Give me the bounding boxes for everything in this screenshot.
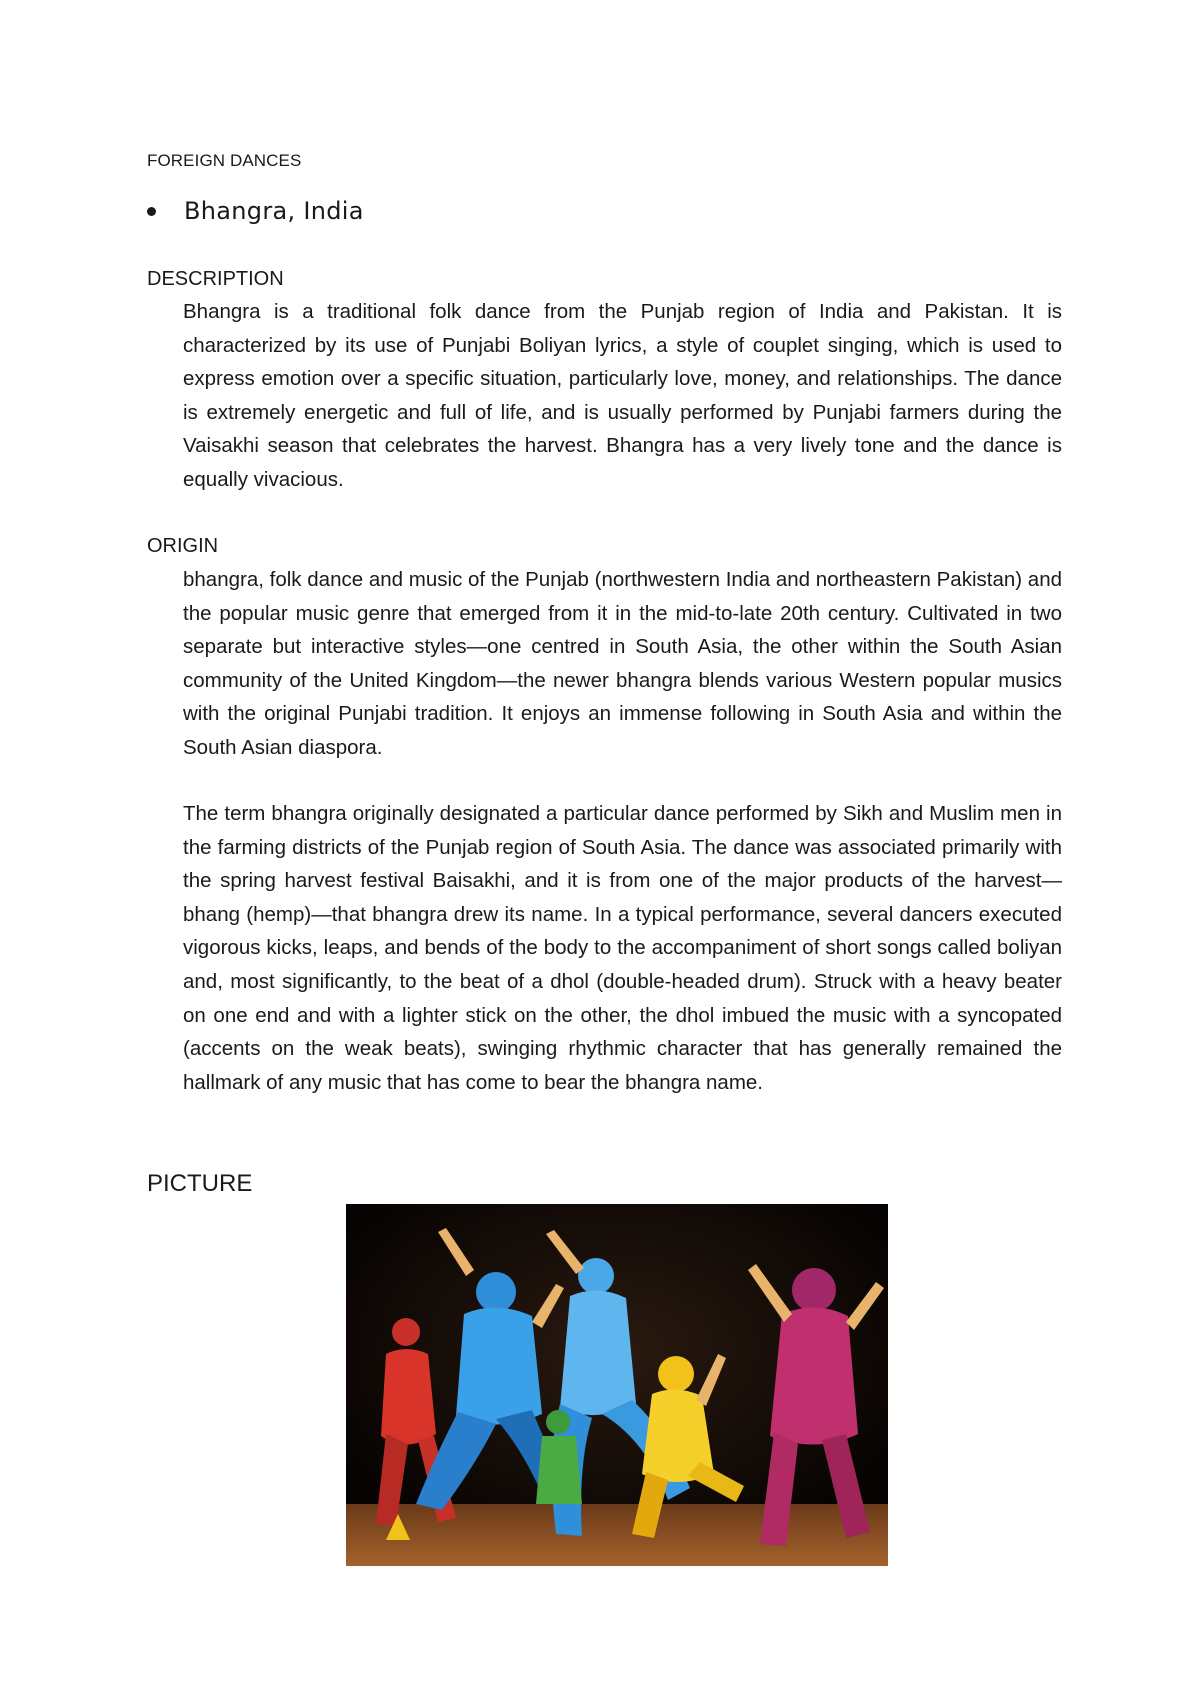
photo-illustration (346, 1204, 888, 1566)
bullet-icon (147, 207, 156, 216)
description-paragraph: Bhangra is a traditional folk dance from the Punjab region of India and Pakistan. It is characterized by its use of Punjabi Boliyan lyrics, a style of couplet singing, which is used to express emotion over a specific situation, particularly love, money, and relationships. The dance is extremely energetic and full of life, and is usually performed by Punjabi farmers during the Vaisakhi season that celebrates the harvest. Bhangra has a very lively tone and the dance is equally vivacious. (183, 300, 1062, 491)
description-heading: DESCRIPTION (147, 268, 284, 290)
bullet-text: Bhangra, India (184, 197, 364, 225)
origin-paragraph-1: bhangra, folk dance and music of the Punjab (northwestern India and northeastern Pakistan) and the popular music genre that emerged from it in the mid-to-late 20th century. Cultivated in two separate but interactive styles—one centred in South Asia, the other within the South Asian community of the United Kingdom—the newer bhangra blends various Western popular musics with the original Punjabi tradition. It enjoys an immense following in South Asia and within the South Asian diaspora. (183, 568, 1062, 759)
picture-heading: PICTURE (147, 1170, 253, 1197)
origin-heading: ORIGIN (147, 535, 219, 557)
bhangra-dancers-photo (346, 1204, 888, 1566)
bullet-list-item (147, 196, 364, 226)
origin-paragraph-2: The term bhangra originally designated a particular dance performed by Sikh and Muslim men in the farming districts of the Punjab region of South Asia. The dance was associated primarily with the spring harvest festival Baisakhi, and it is from one of the major products of the harvest—bhang (hemp)—that bhangra drew its name. In a typical performance, several dancers executed vigorous kicks, leaps, and bends of the body to the accompaniment of short songs called boliyan and, most significantly, to the beat of a dhol (double-headed drum). Struck with a heavy beater on one end and with a lighter stick on the other, the dhol imbued the music with a syncopated (accents on the weak beats), swinging rhythmic character that has generally remained the hallmark of any music that has come to bear the bhangra name. (183, 802, 1062, 1094)
document-title: FOREIGN DANCES (147, 151, 302, 170)
